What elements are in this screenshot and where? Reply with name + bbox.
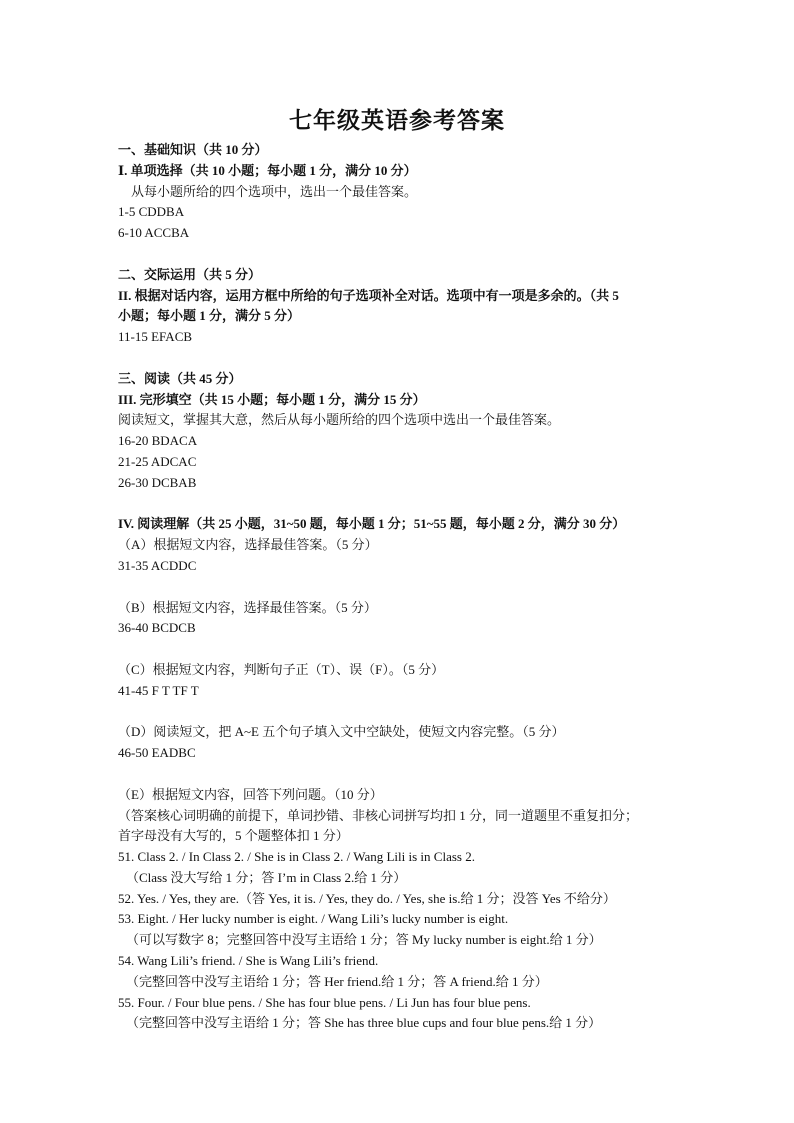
part-1-heading: Ⅰ. 单项选择（共 10 小题；每小题 1 分，满分 10 分）: [118, 162, 417, 178]
question-51-answer: 51. Class 2. / In Class 2. / She is in Class 2. / Wang Lili is in Class 2.: [118, 849, 475, 865]
answer-line: 41-45 F T TF T: [118, 682, 199, 698]
answer-line: 31-35 ACDDC: [118, 557, 197, 573]
question-51-note: （Class 没大写给 1 分；答 I’m in Class 2.给 1 分）: [126, 869, 407, 885]
question-54-note: （完整回答中没写主语给 1 分；答 Her friend.给 1 分；答 A friend.给 1 分）: [126, 973, 548, 989]
part-1-instruction: 从每小题所给的四个选项中，选出一个最佳答案。: [131, 183, 418, 199]
spacer: [118, 639, 678, 660]
answer-line: 46-50 EADBC: [118, 745, 196, 761]
answer-line: 1-5 CDDBA: [118, 204, 185, 220]
spacer: [118, 494, 678, 515]
answer-line: 21-25 ADCAC: [118, 453, 197, 469]
part-2-heading-cont: 小题；每小题 1 分，满分 5 分）: [118, 308, 301, 324]
section-1-heading: 一、基础知识（共 10 分）: [118, 142, 268, 157]
grading-note-cont: 首字母没有大写的，5 个题整体扣 1 分）: [118, 828, 349, 844]
part-2-heading: II. 根据对话内容，运用方框中所给的句子选项补全对话。选项中有一项是多余的。（共 5: [118, 287, 619, 303]
subpart-b-heading: （B）根据短文内容，选择最佳答案。（5 分）: [118, 599, 377, 615]
answer-line: 6-10 ACCBA: [118, 225, 190, 241]
question-52-answer: 52. Yes. / Yes, they are.（答 Yes, it is. / Yes, they do. / Yes, she is.给 1 分；没答 Yes 不给分）: [118, 890, 616, 906]
section-2-heading: 二、交际运用（共 5 分）: [118, 266, 262, 282]
question-53-answer: 53. Eight. / Her lucky number is eight. / Wang Lili’s lucky number is eight.: [118, 911, 509, 927]
part-4-heading: IV. 阅读理解（共 25 小题，31~50 题，每小题 1 分；51~55 题，每小题 2 分，满分 30 分）: [118, 516, 626, 532]
grading-note: （答案核心词明确的前提下，单词抄错、非核心词拼写均扣 1 分，同一道题里不重复扣分；: [118, 807, 639, 823]
question-54-answer: 54. Wang Lili’s friend. / She is Wang Lili’s friend.: [118, 953, 379, 969]
section-3-heading: 三、阅读（共 45 分）: [118, 370, 242, 386]
subpart-c-heading: （C）根据短文内容，判断句子正（T）、误（F）。（5 分）: [118, 661, 445, 677]
subpart-a-heading: （A）根据短文内容，选择最佳答案。（5 分）: [118, 537, 378, 553]
answer-line: 16-20 BDACA: [118, 433, 198, 449]
spacer: [118, 348, 678, 369]
subpart-e-heading: （E）根据短文内容，回答下列问题。（10 分）: [118, 786, 383, 802]
spacer: [118, 764, 678, 785]
spacer: [118, 244, 678, 265]
question-53-note: （可以写数字 8；完整回答中没写主语给 1 分；答 My lucky number is eight.给 1 分）: [126, 932, 602, 948]
answer-content: [118, 140, 678, 1034]
question-55-answer: 55. Four. / Four blue pens. / She has four blue pens. / Li Jun has four blue pens.: [118, 994, 531, 1010]
part-3-heading: III. 完形填空（共 15 小题；每小题 1 分，满分 15 分）: [118, 391, 426, 407]
spacer: [118, 577, 678, 598]
answer-line: 36-40 BCDCB: [118, 620, 196, 636]
spacer: [118, 702, 678, 723]
subpart-d-heading: （D）阅读短文，把 A~E 五个句子填入文中空缺处，使短文内容完整。（5 分）: [118, 724, 565, 740]
answer-line: 11-15 EFACB: [118, 329, 193, 345]
part-3-instruction: 阅读短文，掌握其大意，然后从每小题所给的四个选项中选出一个最佳答案。: [118, 412, 561, 428]
answer-line: 26-30 DCBAB: [118, 474, 197, 490]
page-title: 七年级英语参考答案: [289, 108, 505, 133]
question-55-note: （完整回答中没写主语给 1 分；答 She has three blue cups and four blue pens.给 1 分）: [126, 1015, 602, 1031]
